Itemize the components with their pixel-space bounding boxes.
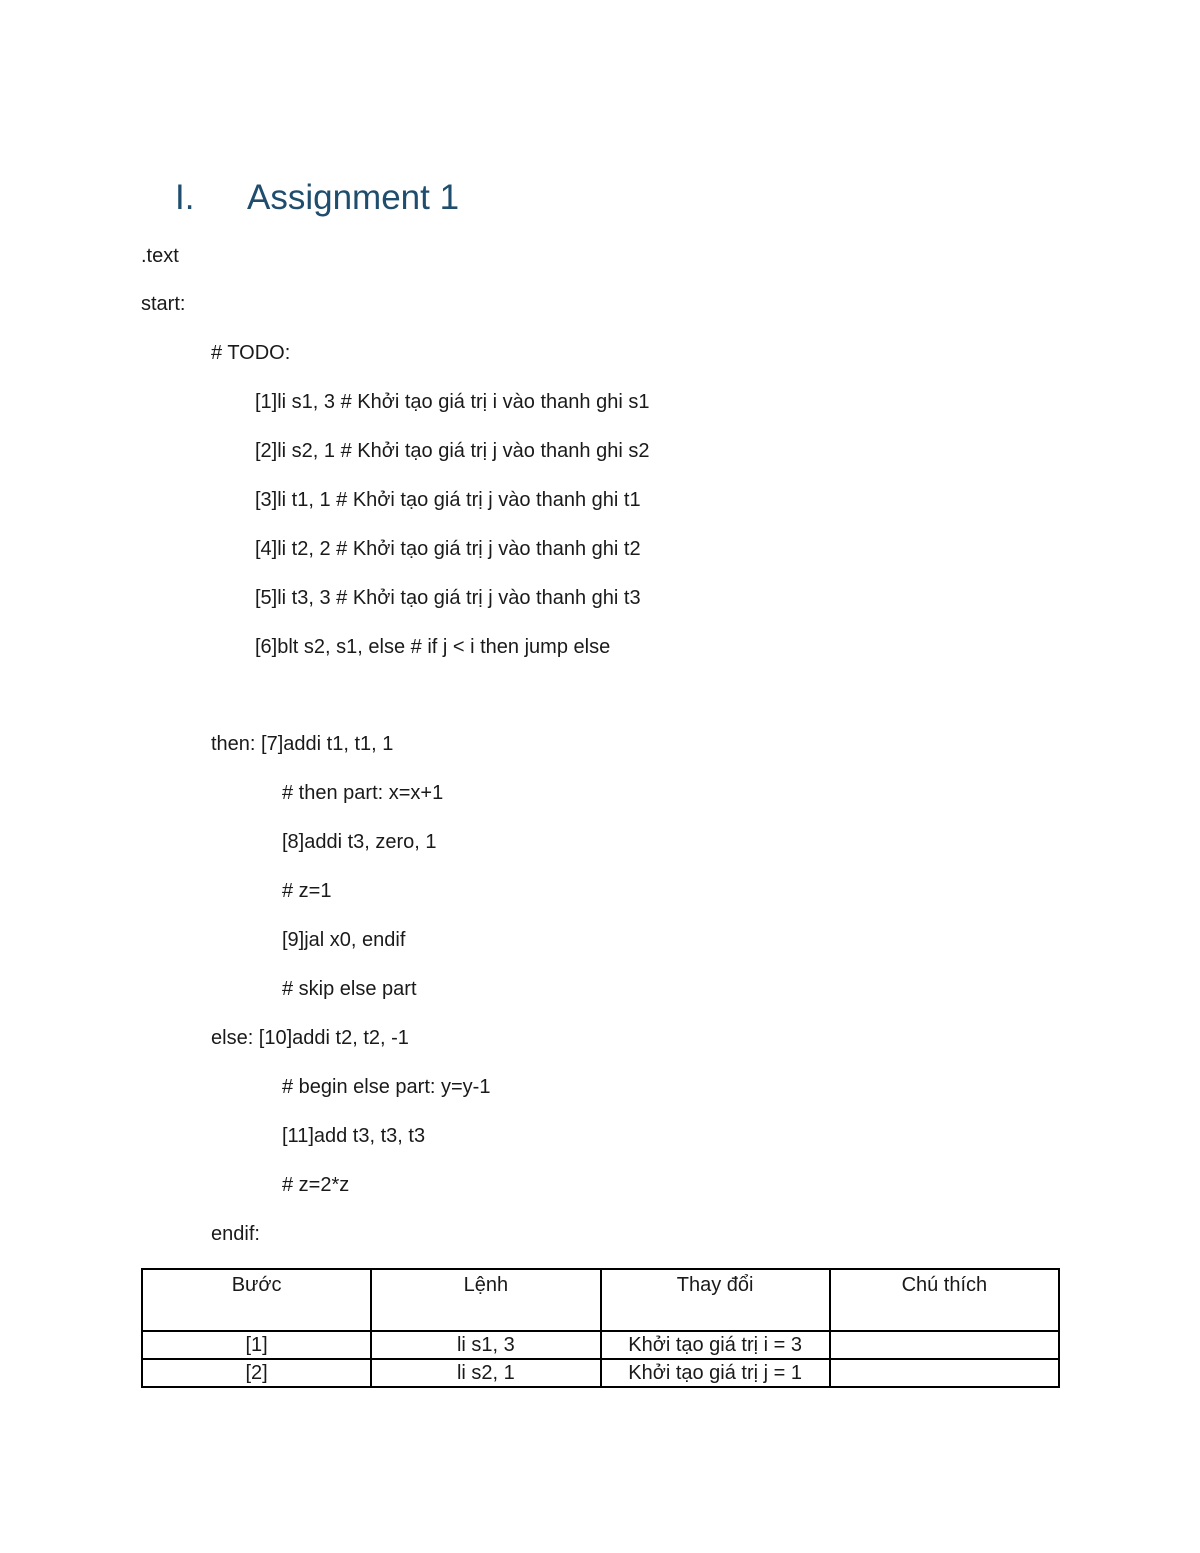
code-line: [11]add t3, t3, t3 [282, 1125, 426, 1147]
table-cell: [2] [142, 1359, 371, 1387]
code-line: [2]li s2, 1 # Khởi tạo giá trị j vào thanh ghi s2 [255, 440, 650, 462]
code-line: [4]li t2, 2 # Khởi tạo giá trị j vào thanh ghi t2 [255, 538, 641, 560]
code-line: [6]blt s2, s1, else # if j < i then jump else [255, 636, 611, 658]
code-line: # then part: x=x+1 [282, 782, 444, 804]
code-todo-comment: # TODO: [211, 342, 291, 364]
column-header-change: Thay đổi [601, 1269, 830, 1331]
heading-title: Assignment 1 [247, 178, 460, 217]
column-header-instruction: Lệnh [371, 1269, 600, 1331]
column-header-note: Chú thích [830, 1269, 1059, 1331]
table-cell [830, 1331, 1059, 1359]
code-line: [5]li t3, 3 # Khởi tạo giá trị j vào thanh ghi t3 [255, 587, 641, 609]
table-cell [830, 1359, 1059, 1387]
code-then-line: then: [7]addi t1, t1, 1 [211, 733, 394, 755]
column-header-step: Bước [142, 1269, 371, 1331]
table-header-row [142, 1269, 1059, 1331]
steps-table [141, 1268, 1060, 1388]
table-cell: [1] [142, 1331, 371, 1359]
table-row [142, 1359, 1059, 1387]
table-row [142, 1331, 1059, 1359]
section-heading [175, 178, 459, 218]
table-cell: li s2, 1 [371, 1359, 600, 1387]
code-start-label: start: [141, 293, 186, 315]
code-line: # skip else part [282, 978, 417, 1000]
code-line: [9]jal x0, endif [282, 929, 406, 951]
table-cell: Khởi tạo giá trị j = 1 [601, 1359, 830, 1387]
table-cell: li s1, 3 [371, 1331, 600, 1359]
code-else-line: else: [10]addi t2, t2, -1 [211, 1027, 409, 1049]
heading-number: I. [175, 178, 195, 217]
code-endif-label: endif: [211, 1223, 260, 1245]
code-directive: .text [141, 245, 179, 267]
code-line: [8]addi t3, zero, 1 [282, 831, 437, 853]
code-line: # z=1 [282, 880, 332, 902]
table-cell: Khởi tạo giá trị i = 3 [601, 1331, 830, 1359]
code-line: # begin else part: y=y-1 [282, 1076, 491, 1098]
code-line: [3]li t1, 1 # Khởi tạo giá trị j vào thanh ghi t1 [255, 489, 641, 511]
code-line: # z=2*z [282, 1174, 350, 1196]
code-line: [1]li s1, 3 # Khởi tạo giá trị i vào thanh ghi s1 [255, 391, 650, 413]
